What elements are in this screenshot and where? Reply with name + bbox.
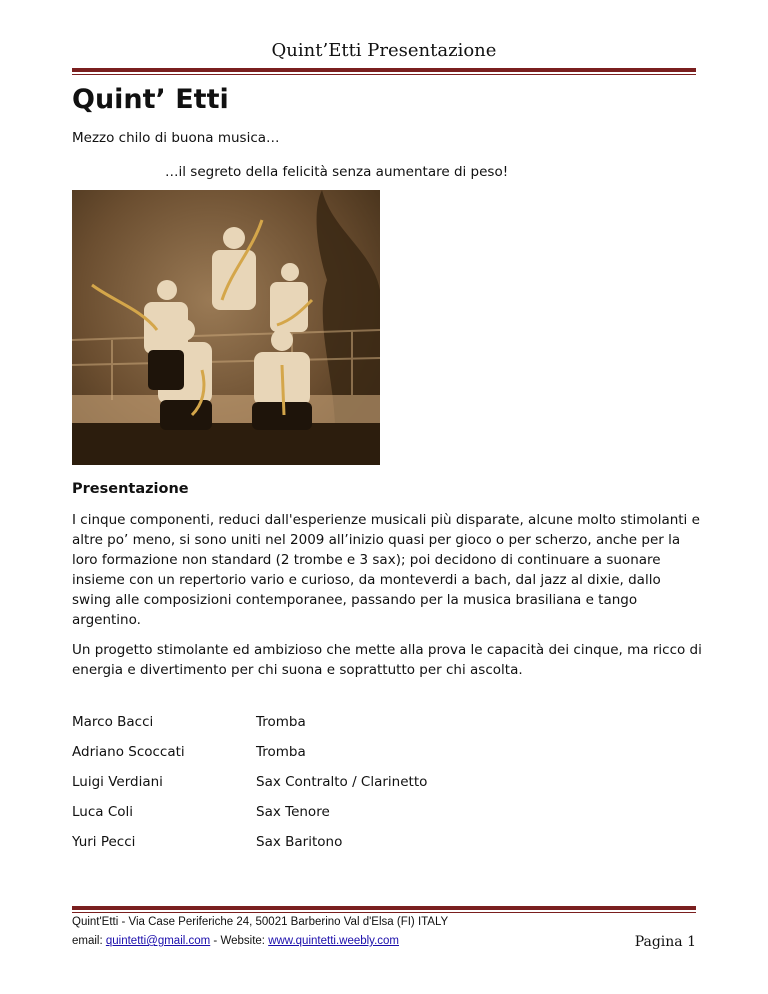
paragraph-1: I cinque componenti, reduci dall'esperienze musicali più disparate, alcune molto stimolanti e altre po’ meno, si sono uniti nel 2009 all’inizio quasi per gioco o per scherzo, anche per la loro formazione non standard (2 trombe e 3 sax); poi decidono di continuare a suonare insieme con un repertorio vario e curioso, da monteverdi a bach, dal jazz al dixie, dallo swing alle composizioni contemporanee, passando per la musica brasiliana e tango argentino. (72, 512, 700, 628)
tagline-1: Mezzo chilo di buona musica… (72, 130, 280, 146)
member-row (72, 834, 572, 854)
header-rule (72, 68, 696, 75)
member-row (72, 744, 572, 764)
section-heading: Presentazione (72, 481, 189, 497)
tagline-2: …il segreto della felicità senza aumentare di peso! (165, 164, 509, 180)
member-role: Sax Contralto / Clarinetto (256, 774, 428, 790)
member-row (72, 804, 572, 824)
header-title: Quint’Etti Presentazione (271, 40, 497, 61)
footer-address: Quint'Etti - Via Case Periferiche 24, 50021 Barberino Val d'Elsa (FI) ITALY (72, 916, 449, 928)
member-name: Luca Coli (72, 804, 134, 820)
member-name: Adriano Scoccati (72, 744, 185, 760)
paragraph-2: Un progetto stimolante ed ambizioso che mette alla prova le capacità dei cinque, ma ricco di energia e divertimento per chi suona e soprattutto per chi ascolta. (72, 642, 702, 678)
member-name: Marco Bacci (72, 714, 154, 730)
website-link[interactable]: www.quintetti.weebly.com (268, 935, 399, 947)
footer-contacts (72, 935, 399, 947)
member-role: Tromba (256, 744, 306, 760)
member-role: Sax Baritono (256, 834, 343, 850)
website-label: - Website: (210, 935, 269, 947)
document-title: Quint’ Etti (72, 84, 229, 115)
member-row (72, 714, 572, 734)
page-number: Pagina 1 (634, 934, 696, 950)
footer-rule (72, 906, 696, 913)
email-link[interactable]: quintetti@gmail.com (105, 935, 211, 947)
email-label: email: (72, 935, 106, 947)
member-name: Luigi Verdiani (72, 774, 163, 790)
member-role: Tromba (256, 714, 306, 730)
member-row (72, 774, 572, 794)
member-role: Sax Tenore (256, 804, 330, 820)
band-photo (72, 190, 380, 465)
member-name: Yuri Pecci (72, 834, 136, 850)
